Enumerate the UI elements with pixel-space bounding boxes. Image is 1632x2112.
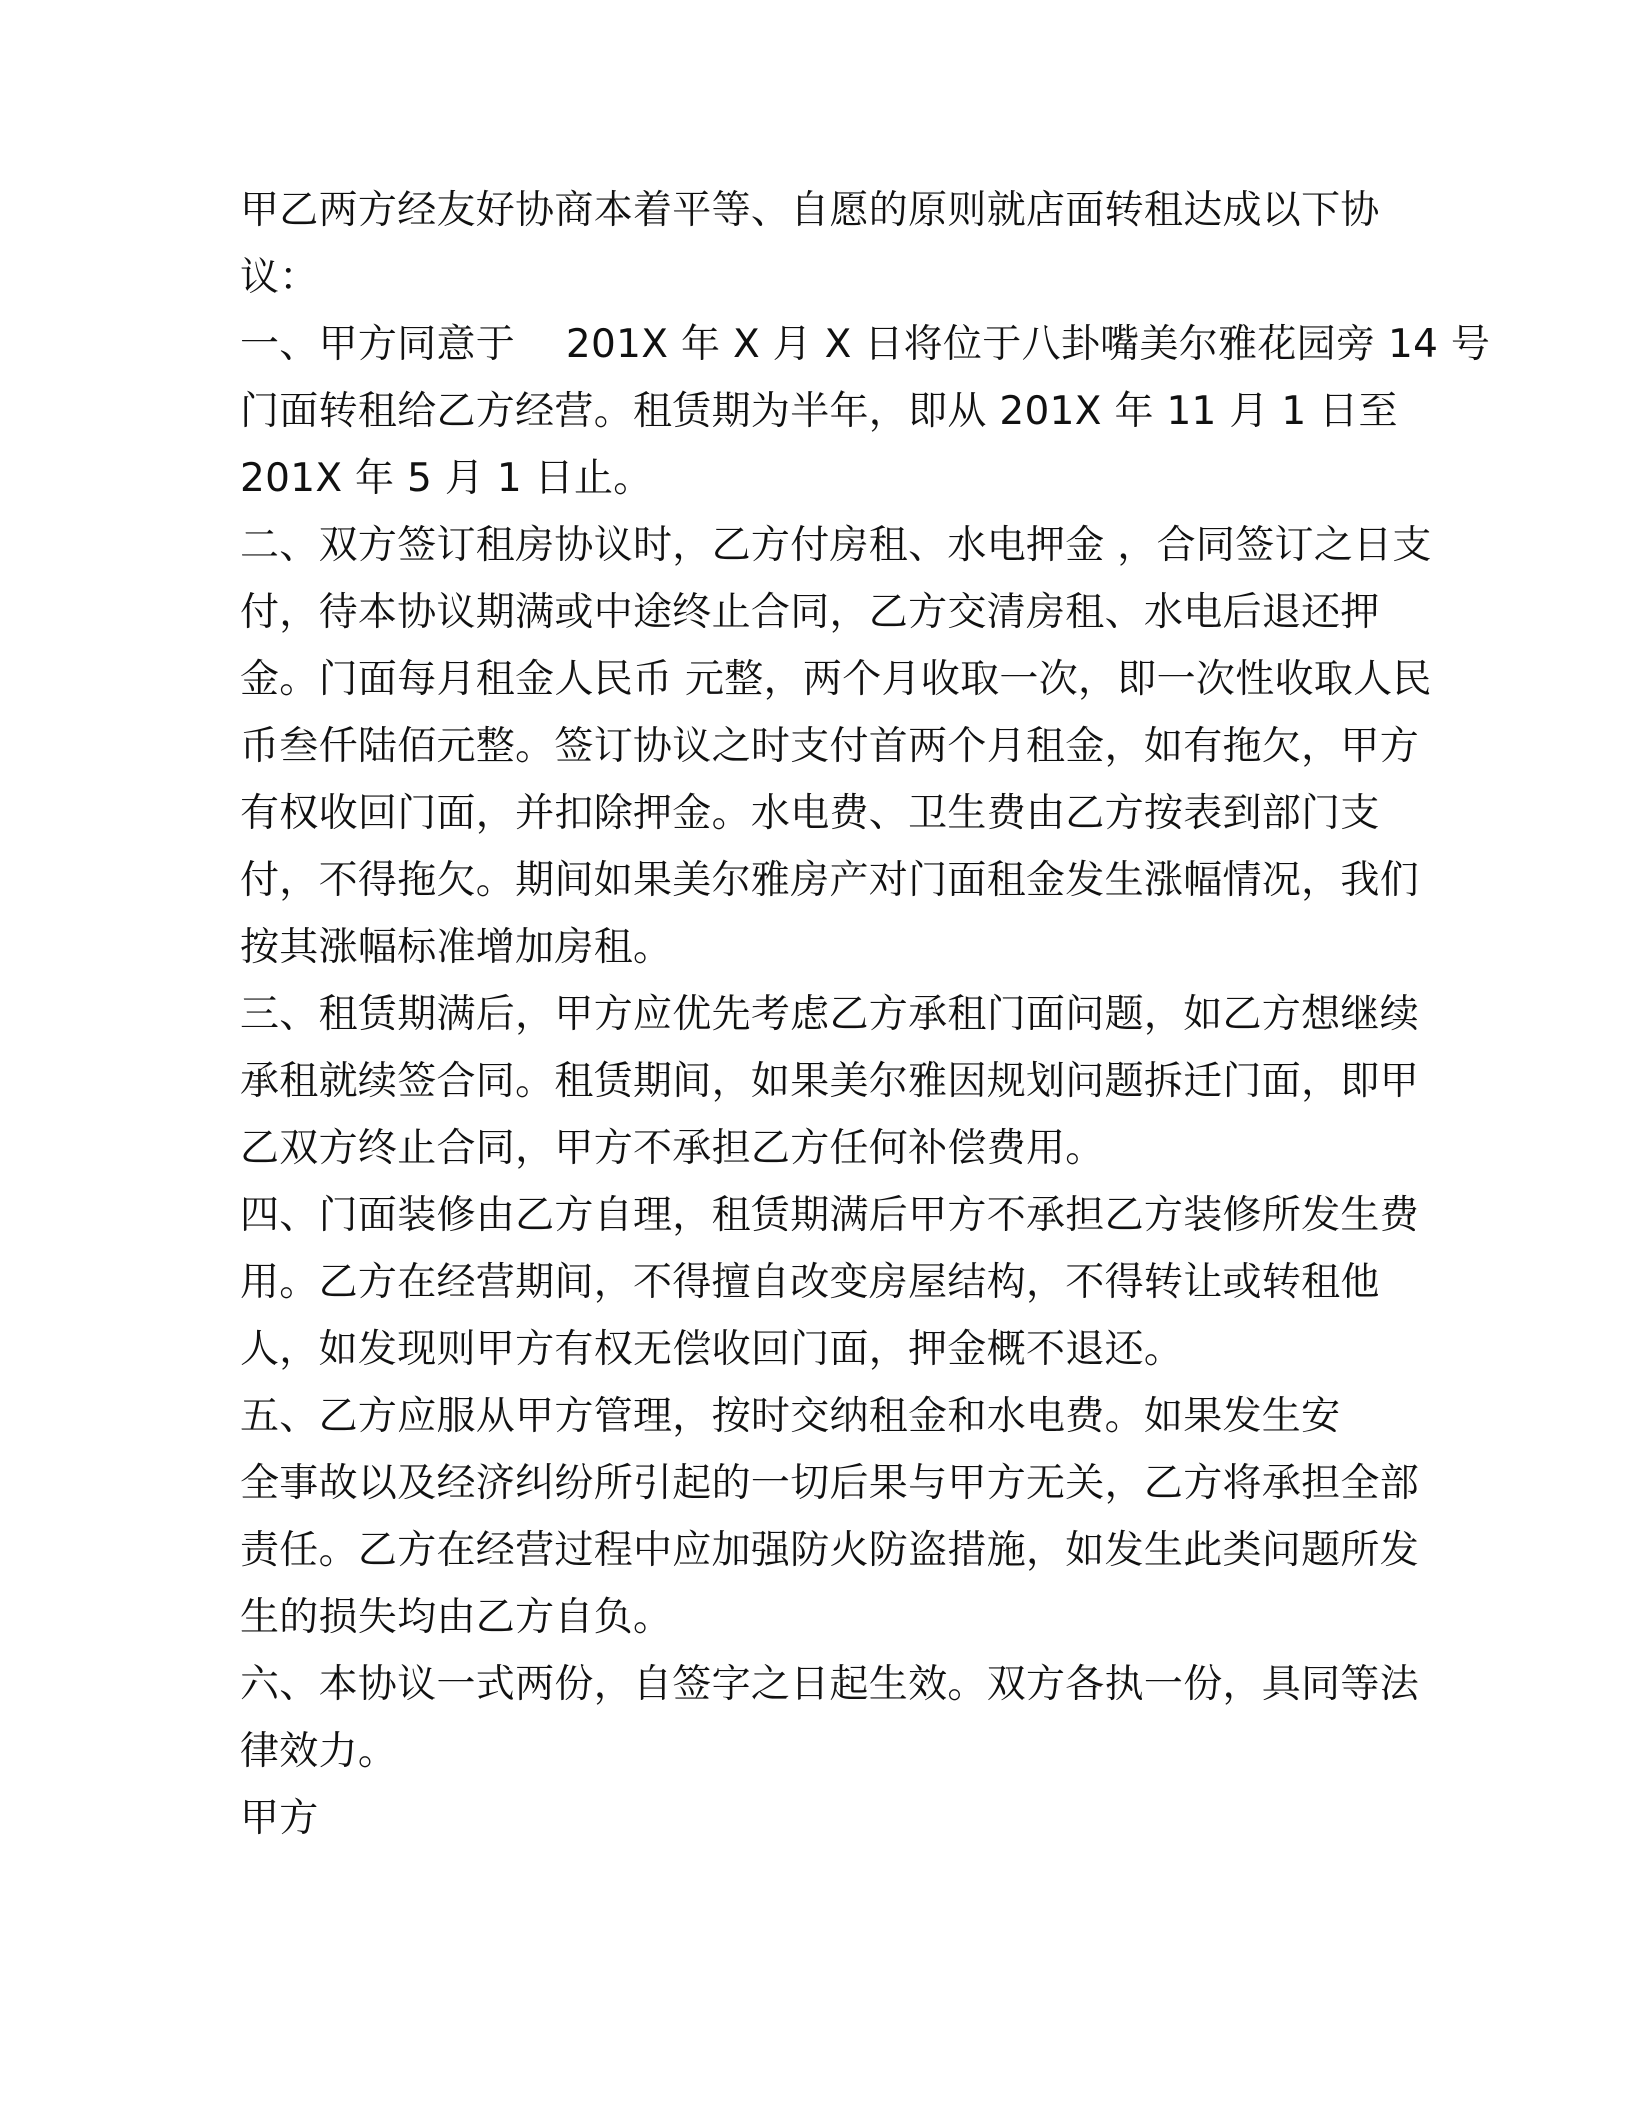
party-a-label: 甲方 bbox=[240, 1796, 319, 1841]
text-line: 人，如发现则甲方有权无偿收回门面，押金概不退还。 bbox=[240, 1327, 1184, 1372]
text-line: 币叁仟陆佰元整。签订协议之时支付首两个月租金，如有拖欠，甲方 bbox=[240, 724, 1420, 769]
text-line: 付，不得拖欠。期间如果美尔雅房产对门面租金发生涨幅情况，我们 bbox=[240, 858, 1420, 903]
text-line: 四、门面装修由乙方自理，租赁期满后甲方不承担乙方装修所发生费 bbox=[240, 1193, 1420, 1238]
text-line: 金。门面每月租金人民币 元整，两个月收取一次，即一次性收取人民 bbox=[240, 657, 1432, 702]
text-line: 议： bbox=[240, 255, 319, 300]
text-line: 按其涨幅标准增加房租。 bbox=[240, 925, 673, 970]
text-line: 甲乙两方经友好协商本着平等、自愿的原则就店面转租达成以下协 bbox=[240, 188, 1380, 233]
text-line: 二、双方签订租房协议时，乙方付房租、水电押金 ，合同签订之日支 bbox=[240, 523, 1432, 568]
text-line: 六、本协议一式两份，自签字之日起生效。双方各执一份，具同等法 bbox=[240, 1662, 1420, 1707]
text-line: 三、租赁期满后，甲方应优先考虑乙方承租门面问题，如乙方想继续 bbox=[240, 992, 1420, 1037]
text-line: 责任。乙方在经营过程中应加强防火防盗措施，如发生此类问题所发 bbox=[240, 1528, 1420, 1573]
text-line: 五、乙方应服从甲方管理，按时交纳租金和水电费。如果发生安 bbox=[240, 1394, 1341, 1439]
text-line: 用。乙方在经营期间，不得擅自改变房屋结构，不得转让或转租他 bbox=[240, 1260, 1380, 1305]
text-line: 生的损失均由乙方自负。 bbox=[240, 1595, 673, 1640]
text-line: 律效力。 bbox=[240, 1729, 398, 1774]
text-line: 一、甲方同意于 201X 年 X 月 X 日将位于八卦嘴美尔雅花园旁 14 号 bbox=[240, 322, 1491, 367]
text-line: 全事故以及经济纠纷所引起的一切后果与甲方无关，乙方将承担全部 bbox=[240, 1461, 1420, 1506]
text-line: 201X 年 5 月 1 日止。 bbox=[240, 456, 653, 501]
text-line: 承租就续签合同。租赁期间，如果美尔雅因规划问题拆迁门面，即甲 bbox=[240, 1059, 1420, 1104]
text-line: 付，待本协议期满或中途终止合同，乙方交清房租、水电后退还押 bbox=[240, 590, 1380, 635]
text-line: 门面转租给乙方经营。租赁期为半年，即从 201X 年 11 月 1 日至 bbox=[240, 389, 1398, 434]
text-line: 乙双方终止合同，甲方不承担乙方任何补偿费用。 bbox=[240, 1126, 1105, 1171]
text-line: 有权收回门面，并扣除押金。水电费、卫生费由乙方按表到部门支 bbox=[240, 791, 1380, 836]
